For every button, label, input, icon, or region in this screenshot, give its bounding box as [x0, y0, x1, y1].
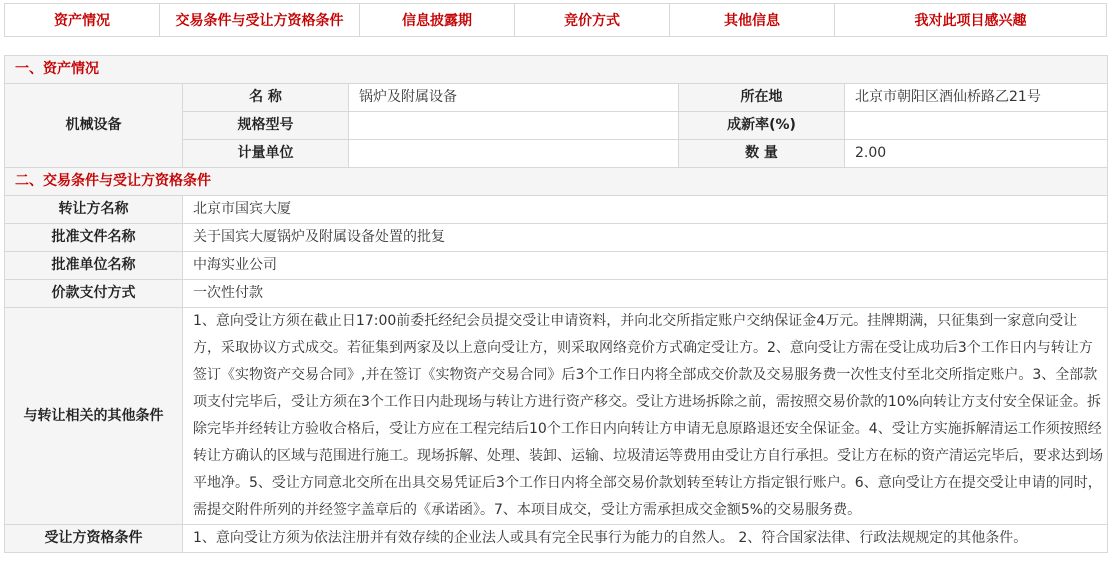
quantity-value: 2.00 — [845, 140, 1108, 168]
transferor-value: 北京市国宾大厦 — [183, 196, 1108, 224]
name-value: 锅炉及附属设备 — [349, 84, 679, 112]
section-asset-title: 一、资产情况 — [5, 56, 1108, 84]
name-label: 名 称 — [183, 84, 349, 112]
location-value: 北京市朝阳区酒仙桥路乙21号 — [845, 84, 1108, 112]
transferor-label: 转让方名称 — [5, 196, 183, 224]
tab-bar — [4, 3, 1107, 37]
payment-method-label: 价款支付方式 — [5, 280, 183, 308]
newness-label: 成新率(%) — [679, 112, 845, 140]
quantity-label: 数 量 — [679, 140, 845, 168]
tab-other-info[interactable]: 其他信息 — [670, 4, 835, 36]
approval-doc-value: 关于国宾大厦锅炉及附属设备处置的批复 — [183, 224, 1108, 252]
newness-value — [845, 112, 1108, 140]
unit-label: 计量单位 — [183, 140, 349, 168]
payment-method-value: 一次性付款 — [183, 280, 1108, 308]
tab-asset-info[interactable]: 资产情况 — [5, 4, 160, 36]
approval-doc-label: 批准文件名称 — [5, 224, 183, 252]
tab-trade-conditions[interactable]: 交易条件与受让方资格条件 — [160, 4, 360, 36]
approval-unit-label: 批准单位名称 — [5, 252, 183, 280]
tab-disclosure-period[interactable]: 信息披露期 — [360, 4, 515, 36]
asset-category: 机械设备 — [5, 84, 183, 168]
qualification-label: 受让方资格条件 — [5, 525, 183, 553]
tab-bidding-method[interactable]: 竞价方式 — [515, 4, 670, 36]
tab-interested[interactable]: 我对此项目感兴趣 — [914, 13, 1027, 29]
approval-unit-value: 中海实业公司 — [183, 252, 1108, 280]
spec-value — [349, 112, 679, 140]
unit-value — [349, 140, 679, 168]
spec-label: 规格型号 — [183, 112, 349, 140]
project-info-table — [4, 55, 1108, 553]
other-conditions-value: 1、意向受让方须在截止日17:00前委托经纪会员提交受让申请资料，并向北交所指定账户交纳保证金4万元。挂牌期满，只征集到一家意向受让方，采取协议方式成交。若征集到两家及以上意向受让方，则采取网络竞价方式确定受让方。2、意向受让方需在受让成功后3个工作日内与转让方签订《实物资产交易合同》,并在签订《实物资产交易合同》后3个工作日内将全部成交价款及交易服务费一次性支付至北交所指定账户。3、全部款项支付完毕后，受让方须在3个工作日内赴现场与转让方进行资产移交。受让方进场拆除之前，需按照交易价款的10%向转让方支付安全保证金。拆除完毕并经转让方验收合格后，受让方应在工程完结后10个工作日内向转让方申请无息原路退还安全保证金。4、受让方实施拆解清运工作须按照经转让方确认的区域与范围进行施工。现场拆解、处理、装卸、运输、垃圾清运等费用由受让方自行承担。受让方在标的资产清运完毕后，要求达到场平地净。5、受让方同意北交所在出具交易凭证后3个工作日内将全部交易价款划转至转让方指定银行账户。6、意向受让方在提交受让申请的同时，需提交附件所列的并经签字盖章后的《承诺函》。7、本项目成交，受让方需承担成交金额5%的交易服务费。 — [183, 308, 1108, 525]
qualification-value: 1、意向受让方须为依法注册并有效存续的企业法人或具有完全民事行为能力的自然人。 2、符合国家法律、行政法规规定的其他条件。 — [183, 525, 1108, 553]
location-label: 所在地 — [679, 84, 845, 112]
other-conditions-label: 与转让相关的其他条件 — [5, 308, 183, 525]
section-trade-title: 二、交易条件与受让方资格条件 — [5, 168, 1108, 196]
